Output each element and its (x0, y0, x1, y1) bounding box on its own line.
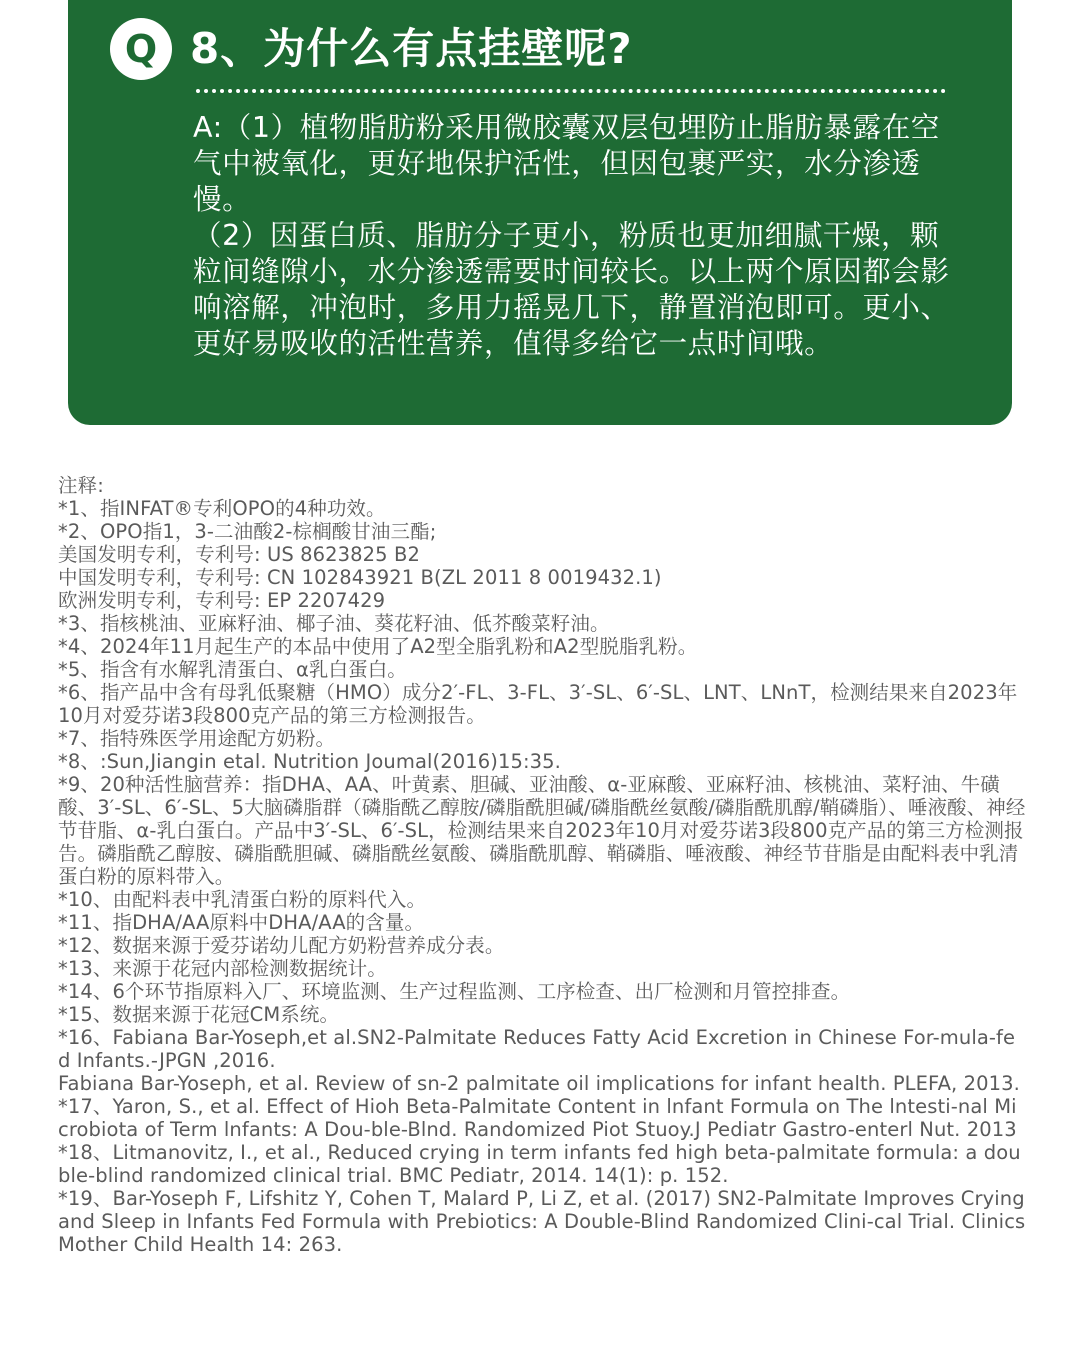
note-line: *16、Fabiana Bar-Yoseph,et al.SN2-Palmitate Reduces Fatty Acid Excretion in Chinese For-mula-fed Infants.-JPGN ,2016. (58, 1026, 1016, 1072)
note-line: *9、20种活性脑营养：指DHA、AA、叶黄素、胆碱、亚油酸、α-亚麻酸、亚麻籽油、核桃油、菜籽油、牛磺酸、3′-SL、6′-SL、5大脑磷脂群（磷脂酰乙醇胺/磷脂酰胆碱/磷脂酰丝氨酸/磷脂酰肌醇/鞘磷脂）、唾液酸、神经节苷脂、α-乳白蛋白。产品中3′-SL、6′-SL，检测结果来自2023年10月对爱芬诺3段800克产品的第三方检测报告。磷脂酰乙醇胺、磷脂酰胆碱、磷脂酰丝氨酸、磷脂酰肌醇、鞘磷脂、唾液酸、神经节苷脂是由配料表中乳清蛋白粉的原料带入。 (58, 773, 1026, 888)
note-line: *8、:Sun,Jiangin etal. Nutrition Joumal(2016)15:35. (58, 750, 561, 773)
footnotes (58, 474, 1026, 1256)
note-line: *17、Yaron, S., et al. Effect of Hioh Beta-Palmitate Content in lnfant Formula on The lntesti-nal Microbiota of Term lnfants: A Dou-ble-Blnd. Randomized Piot Stuoy.J Pediatr Gastro-enterl Nut. 2013 (58, 1095, 1017, 1141)
note-line: *15、数据来源于花冠CM系统。 (58, 1003, 340, 1026)
q-letter-icon (110, 18, 172, 80)
note-line: *1、指INFAT®专利OPO的4种功效。 (58, 497, 386, 520)
answer-paragraph-1: A:（1）植物脂肪粉采用微胶囊双层包埋防止脂肪暴露在空气中被氧化，更好地保护活性，但因包裹严实，水分渗透慢。 (193, 111, 940, 216)
note-line: *12、数据来源于爱芬诺幼儿配方奶粉营养成分表。 (58, 934, 505, 957)
note-line: *14、6个环节指原料入厂、环境监测、生产过程监测、工序检查、出厂检测和月管控排查。 (58, 980, 851, 1003)
note-line: *5、指含有水解乳清蛋白、α乳白蛋白。 (58, 658, 407, 681)
q-letter: Q (124, 27, 158, 71)
notes-heading: 注释: (58, 474, 104, 497)
q-badge-icon (110, 18, 172, 80)
qa-card (68, 0, 1012, 425)
answer-paragraph-2: （2）因蛋白质、脂肪分子更小，粉质也更加细腻干燥，颗粒间缝隙小，水分渗透需要时间较长。以上两个原因都会影响溶解，冲泡时，多用力摇晃几下，静置消泡即可。更小、更好易吸收的活性营养，值得多给它一点时间哦。 (193, 219, 950, 360)
question-title: 8、为什么有点挂壁呢? (190, 24, 633, 73)
note-line: *3、指核桃油、亚麻籽油、椰子油、葵花籽油、低芥酸菜籽油。 (58, 612, 610, 635)
note-line: 欧洲发明专利，专利号: EP 2207429 (58, 589, 386, 612)
note-line: 中国发明专利，专利号: CN 102843921 B(ZL 2011 8 0019432.1) (58, 566, 662, 589)
note-line: *7、指特殊医学用途配方奶粉。 (58, 727, 336, 750)
note-line: 美国发明专利，专利号: US 8623825 B2 (58, 543, 420, 566)
note-line: *4、2024年11月起生产的本品中使用了A2型全脂乳粉和A2型脱脂乳粉。 (58, 635, 698, 658)
answer-text (193, 110, 963, 362)
note-line: Fabiana Bar-Yoseph, et al. Review of sn-2 palmitate oil implications for infant health. PLEFA, 2013. (58, 1072, 1020, 1095)
dotted-divider (196, 89, 946, 93)
note-line: *2、OPO指1，3-二油酸2-棕榈酸甘油三酯; (58, 520, 437, 543)
note-line: *19、Bar-Yoseph F, Lifshitz Y, Cohen T, Malard P, Li Z, et al. (2017) SN2-Palmitate Improves Crying and Sleep in Infants Fed Formula with Prebiotics: A Double-Blind Randomized Clini-cal Trial. Clinics Mother Child Health 14: 263. (58, 1187, 1026, 1256)
note-line: *18、Litmanovitz, I., et al., Reduced crying in term infants fed high beta-palmitate formula: a double-blind randomized clinical trial. BMC Pediatr, 2014. 14(1): p. 152. (58, 1141, 1021, 1187)
note-line: *13、来源于花冠内部检测数据统计。 (58, 957, 387, 980)
note-line: *6、指产品中含有母乳低聚糖（HMO）成分2′-FL、3-FL、3′-SL、6′-SL、LNT、LNnT，检测结果来自2023年10月对爱芬诺3段800克产品的第三方检测报告。 (58, 681, 1018, 727)
note-line: *10、由配料表中乳清蛋白粉的原料代入。 (58, 888, 427, 911)
note-line: *11、指DHA/AA原料中DHA/AA的含量。 (58, 911, 425, 934)
